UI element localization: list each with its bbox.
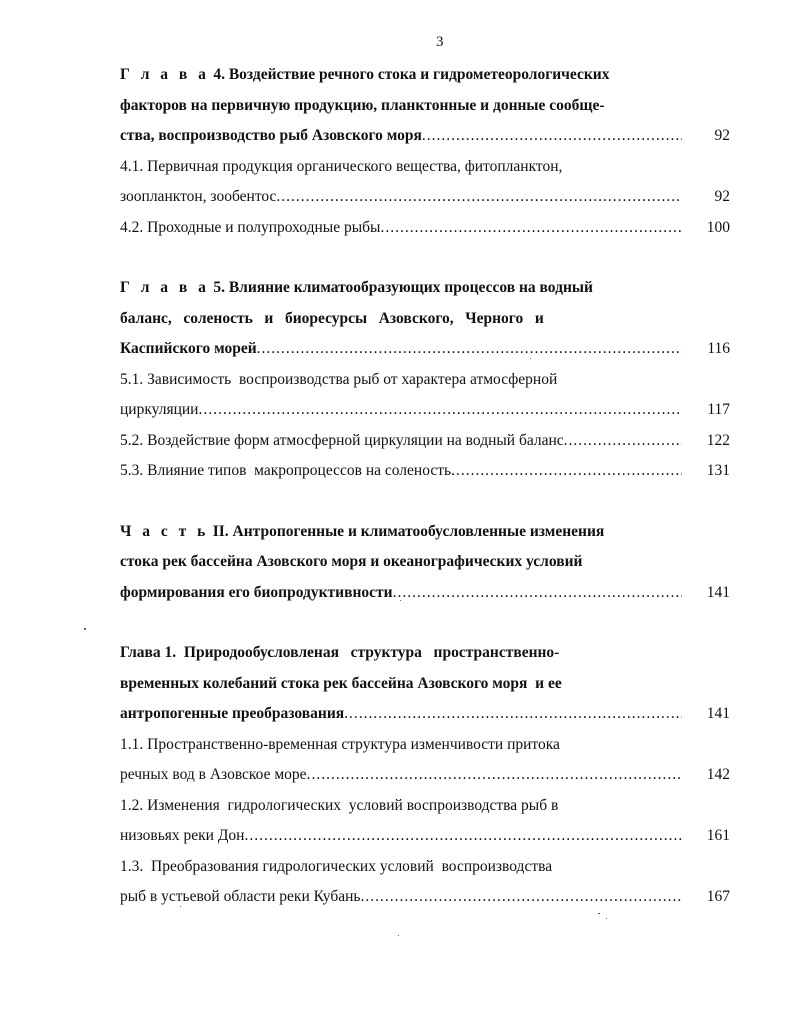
chapter-title-line1: Влияние климатообразующих процессов на водный: [228, 279, 593, 296]
chapter-label: Г л а в а: [120, 279, 210, 296]
toc-1-1-line2: речных вод в Азовское море: [120, 766, 307, 783]
dot-leader: [451, 456, 682, 487]
toc-5-1-leader: [120, 395, 730, 426]
part-number: II.: [212, 522, 229, 540]
page-number: 3: [436, 34, 444, 50]
chapter-title-line3: антропогенные преобразования: [120, 705, 345, 722]
toc-part-2-leader: [120, 578, 730, 609]
toc-4-1-line2: зоопланктон, зообентос: [120, 188, 277, 205]
toc-part-2: [120, 517, 730, 609]
toc-part-2-chapter-1: [120, 638, 730, 913]
toc-5-1-line1: 5.1. Зависимость воспроизводства рыб от характера атмосферной: [120, 370, 558, 388]
scan-speck: [180, 906, 181, 907]
dot-leader: [393, 578, 682, 609]
page-ref: 122: [706, 431, 730, 449]
dot-leader: [360, 882, 682, 913]
toc-part-2-line1: [120, 517, 730, 548]
scan-speck: [398, 935, 399, 936]
part-title-line3: формирования его биопродуктивности: [120, 583, 393, 601]
chapter-label: Г л а в а: [120, 66, 210, 83]
page-ref: 131: [706, 462, 730, 479]
spacer: [120, 608, 730, 638]
page-ref: 92: [714, 127, 730, 144]
toc-5-3-leader: [120, 456, 730, 487]
table-of-contents: [120, 60, 730, 913]
page-ref: 92: [714, 188, 730, 205]
dot-leader: [244, 821, 682, 852]
dot-leader: [307, 760, 682, 791]
dot-leader: [276, 182, 682, 213]
scan-speck: [84, 628, 86, 630]
toc-chapter-4: [120, 60, 730, 243]
toc-5-2-leader: [120, 426, 730, 457]
toc-chapter-5-line1: [120, 273, 730, 304]
chapter-title-line1: Глава 1. Природообусловленая структура пространственно-: [120, 644, 560, 661]
page-ref: 100: [706, 218, 730, 236]
toc-1-3-leader: [120, 882, 730, 913]
toc-1-1-line1: 1.1. Пространственно-временная структура изменчивости притока: [120, 735, 560, 753]
part-title-line2: стока рек бассейна Азовского моря и океанографических условий: [120, 553, 583, 570]
toc-chapter-4-leader: [120, 121, 730, 152]
toc-chapter-5: [120, 273, 730, 487]
dot-leader: [344, 699, 682, 730]
dot-leader: [198, 395, 682, 426]
chapter-title-line2: временных колебаний стока рек бассейна Азовского моря и ее: [120, 674, 562, 692]
chapter-title-line1: Воздействие речного стока и гидрометеорологических: [228, 66, 610, 83]
dot-leader: [422, 121, 682, 152]
toc-chapter-5-leader: [120, 334, 730, 365]
toc-4-2-text: 4.2. Проходные и полупроходные рыбы: [120, 218, 381, 236]
dot-leader: [257, 334, 682, 365]
toc-1-2-line1: 1.2. Изменения гидрологических условий воспроизводства рыб в: [120, 796, 559, 814]
toc-4-1-leader: [120, 182, 730, 213]
spacer: [120, 487, 730, 517]
toc-1-3-line2: рыб в устьевой области реки Кубань: [120, 888, 361, 905]
toc-4-1-line1: 4.1. Первичная продукция органического вещества, фитопланктон,: [120, 157, 563, 175]
scan-speck: [606, 918, 607, 919]
part-title-line1: Антропогенные и климатообусловленные изменения: [232, 522, 605, 540]
page-ref: 116: [707, 340, 730, 357]
toc-5-3-text: 5.3. Влияние типов макропроцессов на соленость: [120, 462, 452, 479]
toc-p2ch1-leader: [120, 699, 730, 730]
spacer: [120, 243, 730, 273]
chapter-title-line3: Каспийского морей: [120, 340, 257, 357]
toc-4-2-leader: [120, 213, 730, 244]
scan-speck: [530, 358, 531, 359]
toc-1-1-leader: [120, 760, 730, 791]
page-ref: 141: [706, 705, 730, 722]
page-ref: 167: [706, 888, 730, 905]
dot-leader: [380, 213, 682, 244]
page-ref: 141: [706, 583, 730, 601]
toc-1-2-leader: [120, 821, 730, 852]
chapter-title-line2: факторов на первичную продукцию, планктонные и донные сообще-: [120, 96, 605, 114]
chapter-title-line2: баланс, соленость и биоресурсы Азовского, Черного и: [120, 309, 544, 327]
dot-leader: [564, 426, 682, 457]
toc-1-2-line2: низовьях реки Дон: [120, 827, 245, 844]
page-ref: 117: [707, 401, 730, 418]
scan-speck: [400, 600, 401, 601]
toc-1-3-line1: 1.3. Преобразования гидрологических условий воспроизводства: [120, 857, 553, 875]
toc-5-2-text: 5.2. Воздействие форм атмосферной циркуляции на водный баланс: [120, 431, 564, 449]
page-ref: 161: [706, 827, 730, 844]
scan-speck: [598, 913, 600, 914]
part-label: Ч а с т ь: [120, 522, 209, 540]
chapter-title-line3: ства, воспроизводство рыб Азовского моря: [120, 127, 422, 144]
toc-5-1-line2: циркуляции: [120, 401, 199, 418]
page-ref: 142: [706, 766, 730, 783]
toc-chapter-4-line1: [120, 60, 730, 91]
chapter-number: 4.: [213, 66, 225, 83]
chapter-number: 5.: [213, 279, 225, 296]
